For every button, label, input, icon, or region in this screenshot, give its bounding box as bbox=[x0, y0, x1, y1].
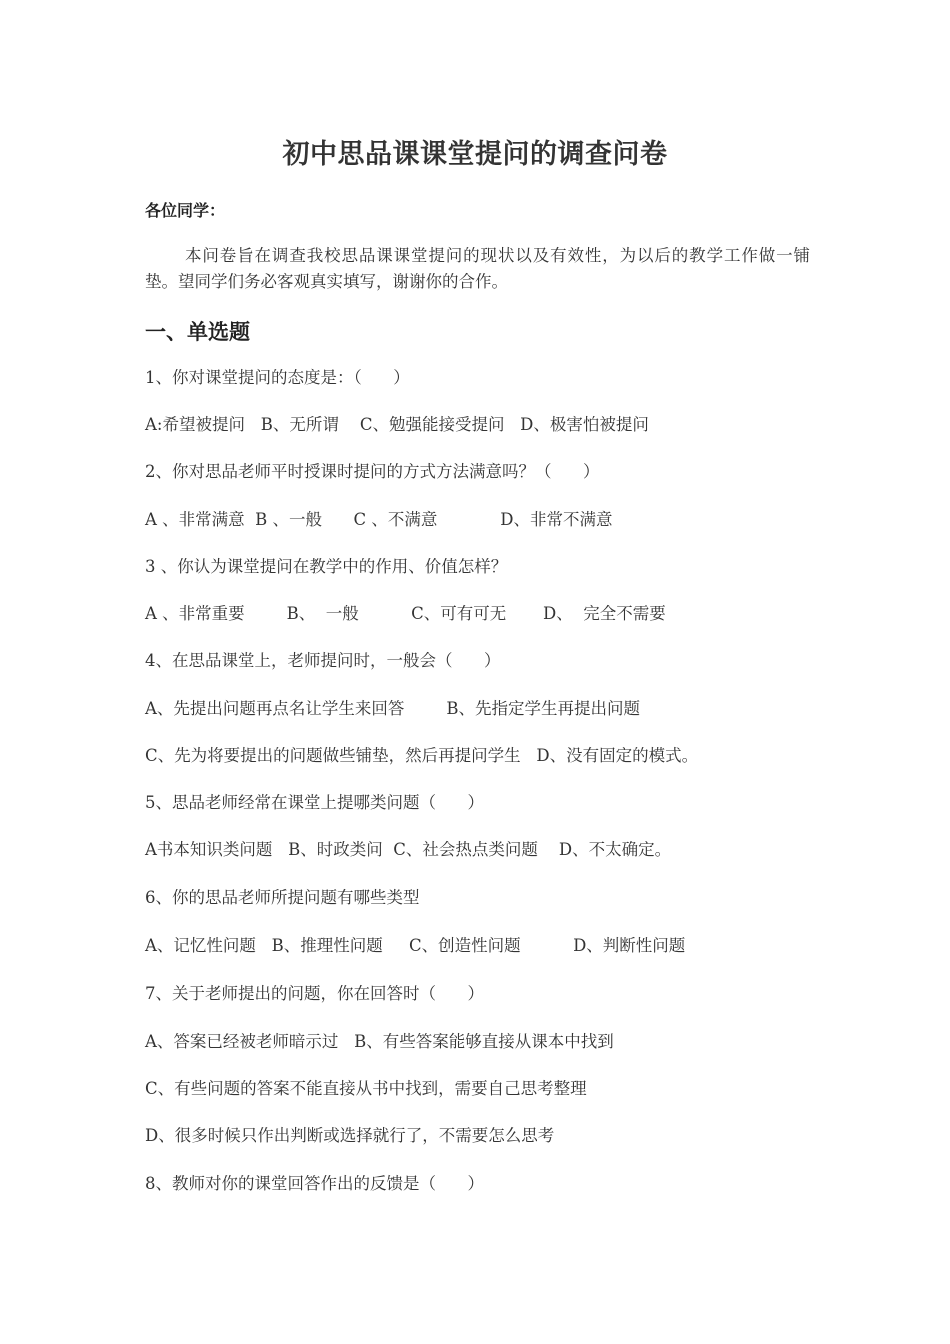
question-line: 6、你的思品老师所提问题有哪些类型 bbox=[145, 888, 420, 907]
option-line: A 、非常重要 B、 一般 C、可有可无 D、 完全不需要 bbox=[145, 604, 666, 623]
question-line: 5、思品老师经常在课堂上提哪类问题（ ） bbox=[145, 793, 484, 812]
document-title: 初中思品课课堂提问的调查问卷 bbox=[282, 139, 668, 170]
question-line: 1、你对课堂提问的态度是：（ ） bbox=[145, 368, 410, 387]
intro-paragraph: 本问卷旨在调查我校思品课课堂提问的现状以及有效性，为以后的教学工作做一铺垫。望同学们务必客观真实填写，谢谢你的合作。 bbox=[145, 246, 810, 291]
question-line: 3 、你认为课堂提问在教学中的作用、价值怎样？ bbox=[145, 557, 508, 576]
option-line: A、答案已经被老师暗示过 B、有些答案能够直接从课本中找到 bbox=[145, 1032, 614, 1051]
option-line: A 、非常满意 B 、一般 C 、不满意 D、非常不满意 bbox=[145, 510, 613, 529]
option-line: A、先提出问题再点名让学生来回答 B、先指定学生再提出问题 bbox=[145, 699, 640, 718]
option-line: C、有些问题的答案不能直接从书中找到，需要自己思考整理 bbox=[145, 1079, 587, 1098]
question-line: 8、教师对你的课堂回答作出的反馈是（ ） bbox=[145, 1174, 484, 1193]
section-heading: 一、单选题 bbox=[145, 319, 250, 344]
option-line: D、很多时候只作出判断或选择就行了，不需要怎么思考 bbox=[145, 1126, 555, 1145]
question-line: 4、在思品课堂上，老师提问时，一般会（ ） bbox=[145, 651, 501, 670]
option-line: A、记忆性问题 B、推理性问题 C、创造性问题 D、判断性问题 bbox=[145, 936, 686, 955]
option-line: A书本知识类问题 B、时政类问 C、社会热点类问题 D、不太确定。 bbox=[145, 840, 672, 859]
greeting: 各位同学： bbox=[145, 201, 226, 220]
question-line: 7、关于老师提出的问题，你在回答时（ ） bbox=[145, 984, 484, 1003]
option-line: C、先为将要提出的问题做些铺垫，然后再提问学生 D、没有固定的模式。 bbox=[145, 746, 699, 765]
question-line: 2、你对思品老师平时授课时提问的方式方法满意吗？（ ） bbox=[145, 462, 600, 481]
option-line: A:希望被提问 B、无所谓 C、勉强能接受提问 D、极害怕被提问 bbox=[145, 415, 649, 434]
